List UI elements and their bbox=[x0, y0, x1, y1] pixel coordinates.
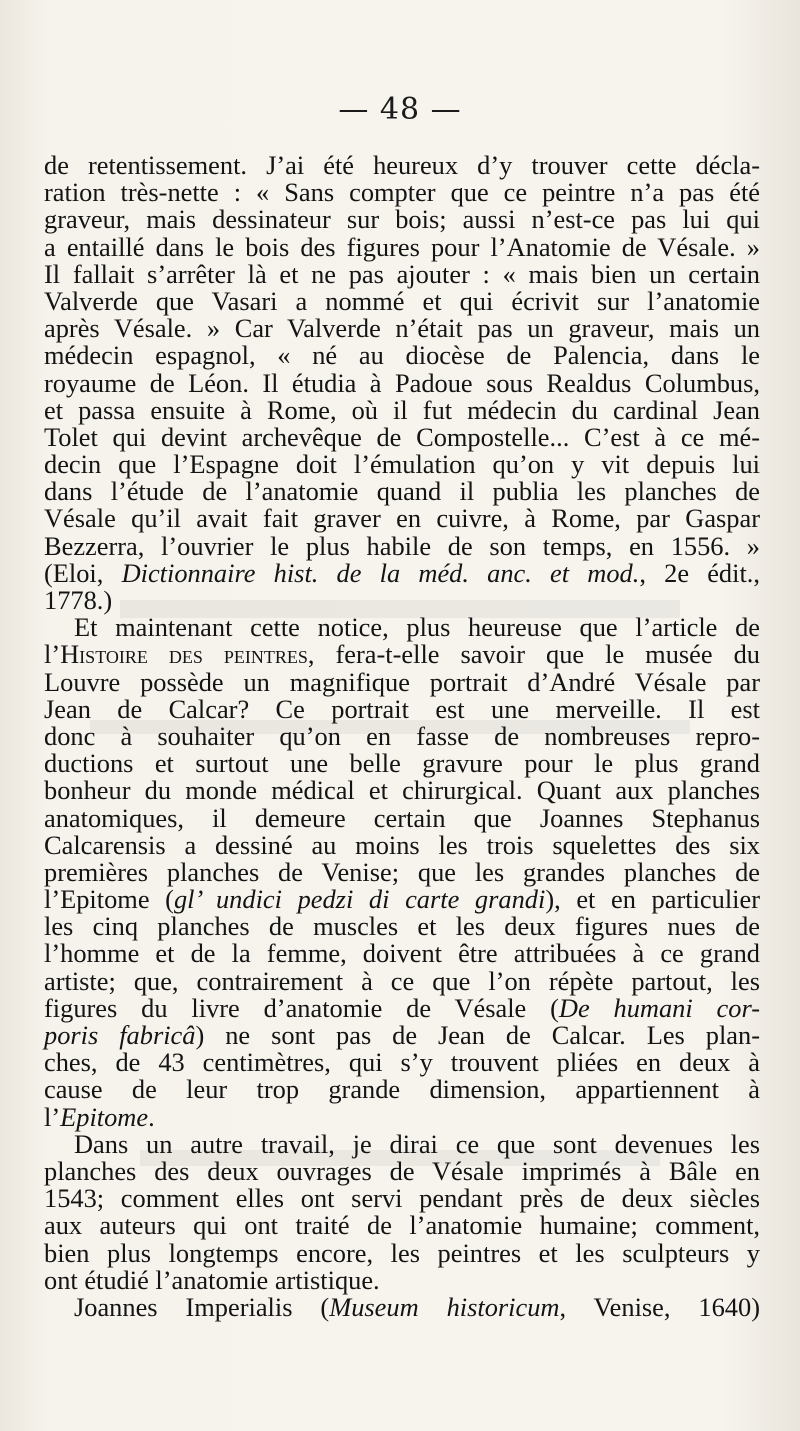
text-line bbox=[44, 641, 760, 668]
text-line bbox=[44, 152, 760, 179]
text-line bbox=[44, 421, 760, 452]
italic-title: Museum historicum bbox=[329, 1291, 560, 1322]
text-line bbox=[44, 1237, 760, 1268]
line-text: Bezzerra, l’ouvrier le plus habile de son temps, en 1556. » bbox=[44, 530, 760, 561]
line-text: decin que l’Espagne doit l’émulation qu’on y vit depuis lui bbox=[44, 449, 760, 480]
text-line bbox=[44, 1128, 760, 1159]
line-text: donc à souhaiter qu’on en fasse de nombreuses repro- bbox=[44, 720, 760, 751]
line-text: aux auteurs qui ont traité de l’anatomie humaine; comment, bbox=[44, 1210, 760, 1241]
italic-title: gl’ undici pedzi di carte grandi bbox=[173, 884, 546, 915]
line-text: artiste; que, contrairement à ce que l’on répète partout, les bbox=[44, 965, 760, 996]
line-text: Dans un autre travail, je dirai ce que sont devenues les bbox=[74, 1128, 760, 1159]
text-line bbox=[44, 886, 760, 913]
line-text: ont étudié l’anatomie artistique. bbox=[44, 1264, 380, 1295]
text-line bbox=[44, 777, 760, 804]
line-text: l’ bbox=[44, 639, 61, 670]
text-line bbox=[44, 750, 760, 777]
line-text: dans l’étude de l’anatomie quand il publia les planches de bbox=[44, 476, 760, 507]
text-line bbox=[44, 1185, 760, 1212]
line-text: Tolet qui devint archevêque de Compostelle... C’est à ce mé- bbox=[44, 421, 760, 452]
text-line bbox=[44, 530, 760, 561]
line-text: , Venise, 1640) bbox=[559, 1291, 760, 1322]
line-text: 1543; comment elles ont servi pendant près de deux siècles bbox=[44, 1183, 760, 1214]
text-line bbox=[44, 394, 760, 425]
text-line bbox=[44, 505, 760, 532]
text-line bbox=[44, 1022, 760, 1049]
line-text: les cinq planches de muscles et les deux figures nues de bbox=[44, 911, 760, 942]
line-text: ) ne sont pas de Jean de Calcar. Les plan- bbox=[195, 1020, 760, 1050]
line-text: graveur, mais dessinateur sur bois; aussi n’est-ce pas lui qui bbox=[44, 204, 760, 235]
text-line bbox=[44, 231, 760, 262]
line-text: Jean de Calcar? Ce portrait est une merveille. Il est bbox=[44, 693, 760, 724]
line-text: cause de leur trop grande dimension, appartiennent à bbox=[44, 1074, 760, 1105]
line-text: Louvre possède un magnifique portrait d’André Vésale par bbox=[44, 666, 760, 697]
line-text: Et maintenant cette notice, plus heureuse que l’article de bbox=[74, 612, 760, 643]
line-text: (Eloi, bbox=[44, 557, 122, 588]
text-line bbox=[44, 992, 760, 1023]
text-line bbox=[44, 258, 760, 289]
text-line bbox=[44, 451, 760, 478]
page-number: — 48 — bbox=[338, 92, 462, 127]
line-text: Valverde que Vasari a nommé et qui écrivit sur l’anatomie bbox=[44, 285, 760, 316]
text-line bbox=[44, 614, 760, 641]
line-text: Vésale qu’il avait fait graver en cuivre, à Rome, par Gaspar bbox=[44, 503, 760, 534]
text-line bbox=[44, 285, 760, 316]
line-text: planches des deux ouvrages de Vésale imprimés à Bâle en bbox=[44, 1155, 760, 1186]
line-text: bonheur du monde médical et chirurgical. Quant aux planches bbox=[44, 775, 760, 806]
italic-title: Epitome bbox=[60, 1101, 149, 1132]
line-text: ductions et surtout une belle gravure pour le plus grand bbox=[44, 748, 760, 779]
text-line bbox=[44, 940, 760, 967]
line-text: figures du livre d’anatomie de Vésale ( bbox=[44, 992, 559, 1023]
text-line bbox=[44, 856, 760, 887]
line-text: premières planches de Venise; que les grandes planches de bbox=[44, 856, 760, 887]
text-line bbox=[44, 1264, 760, 1295]
text-line bbox=[44, 666, 760, 697]
line-text: Joannes Imperialis ( bbox=[74, 1291, 330, 1322]
text-line bbox=[44, 829, 760, 860]
text-line bbox=[44, 1076, 760, 1103]
text-line bbox=[44, 913, 760, 940]
text-line bbox=[44, 367, 760, 398]
line-text: l’ bbox=[44, 1101, 61, 1132]
line-text: Il fallait s’arrêter là et ne pas ajouter : « mais bien un certain bbox=[44, 258, 760, 289]
text-line bbox=[44, 965, 760, 996]
text-line bbox=[44, 1049, 760, 1076]
text-line bbox=[44, 478, 760, 505]
line-text: . bbox=[148, 1101, 155, 1132]
line-text: anatomiques, il demeure certain que Joannes Stephanus bbox=[44, 802, 760, 833]
text-line bbox=[44, 1101, 760, 1132]
text-line bbox=[44, 1291, 760, 1322]
text-line bbox=[44, 315, 760, 342]
text-line bbox=[44, 179, 760, 206]
text-line bbox=[44, 1155, 760, 1186]
line-text: l’Epitome ( bbox=[44, 884, 174, 915]
line-text: médecin espagnol, « né au diocèse de Palencia, dans le bbox=[44, 340, 760, 371]
line-text: après Vésale. » Car Valverde n’était pas un graveur, mais un bbox=[44, 313, 760, 344]
text-line bbox=[44, 342, 760, 369]
line-text: l’homme et de la femme, doivent être attribuées à ce grand bbox=[44, 938, 760, 969]
line-text: ches, de 43 centimètres, qui s’y trouvent pliées en deux à bbox=[44, 1047, 760, 1078]
text-line bbox=[44, 557, 760, 588]
line-text: , 2e édit., bbox=[639, 557, 760, 588]
italic-title: De humani cor- bbox=[558, 992, 760, 1023]
line-text: bien plus longtemps encore, les peintres et les sculpteurs y bbox=[44, 1237, 760, 1268]
text-line bbox=[44, 587, 760, 614]
text-line bbox=[44, 720, 760, 751]
line-text: ration très-nette : « Sans compter que ce peintre n’a pas été bbox=[44, 177, 760, 208]
italic-title: poris fabricâ bbox=[44, 1020, 196, 1050]
body-text bbox=[44, 152, 760, 1321]
italic-title: Dictionnaire hist. de la méd. anc. et mod. bbox=[121, 557, 640, 588]
line-text: , fera-t-elle savoir que le musée du bbox=[307, 639, 760, 670]
text-line bbox=[44, 206, 760, 233]
text-line bbox=[44, 693, 760, 724]
line-text: Calcarensis a dessiné au moins les trois squelettes des six bbox=[44, 829, 760, 860]
line-text: 1778.) bbox=[44, 585, 113, 615]
text-line bbox=[44, 802, 760, 833]
line-text: et passa ensuite à Rome, où il fut médecin du cardinal Jean bbox=[44, 394, 760, 425]
small-caps-title: Histoire des peintres bbox=[60, 639, 308, 670]
line-text: de retentissement. J’ai été heureux d’y trouver cette décla- bbox=[44, 150, 760, 180]
line-text: ), et en particulier bbox=[545, 884, 760, 915]
text-line bbox=[44, 1212, 760, 1239]
line-text: royaume de Léon. Il étudia à Padoue sous Realdus Columbus, bbox=[44, 367, 760, 398]
line-text: a entaillé dans le bois des figures pour l’Anatomie de Vésale. » bbox=[44, 231, 760, 262]
